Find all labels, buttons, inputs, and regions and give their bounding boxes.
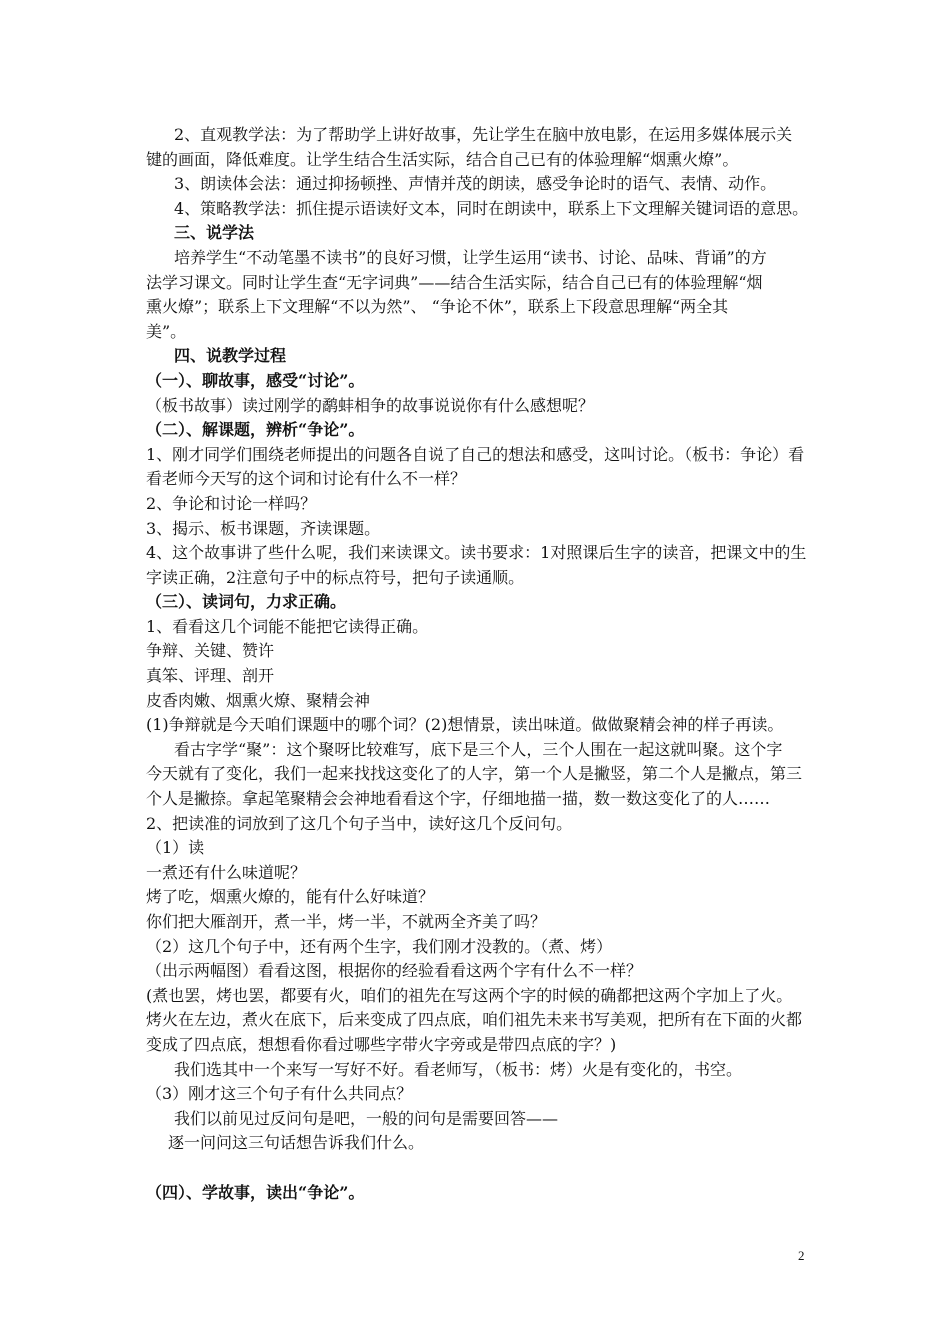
word-list-line: 皮香肉嫩、烟熏火燎、聚精会神 xyxy=(146,690,371,710)
text-line: 变成了四点底，想想看你看过哪些字带火字旁或是带四点底的字？) xyxy=(146,1034,617,1054)
example-sentence: 一煮还有什么味道呢？ xyxy=(146,862,307,882)
text-line: （1）读 xyxy=(146,838,205,858)
section-heading: 四、说教学过程 xyxy=(174,346,287,366)
subsection-heading: （三）、读词句，力求正确。 xyxy=(146,592,347,612)
text-line: 看老师今天写的这个词和讨论有什么不一样？ xyxy=(146,469,467,489)
text-line: 我们以前见过反问句是吧，一般的问句是需要回答—— xyxy=(174,1108,559,1128)
text-line: 2、争论和讨论一样吗？ xyxy=(146,493,317,513)
text-line: 4、这个故事讲了些什么呢，我们来读课文。读书要求：1对照课后生字的读音，把课文中的生 xyxy=(146,543,807,563)
text-line: (1)争辩就是今天咱们课题中的哪个词？(2)想情景，读出味道。做做聚精会神的样子再读。 xyxy=(146,715,784,735)
text-line: （出示两幅图）看看这图，根据你的经验看看这两个字有什么不一样？ xyxy=(146,961,643,981)
document-body xyxy=(146,123,816,1205)
blank-line xyxy=(146,1156,816,1181)
text-line: 1、刚才同学们围绕老师提出的问题各自说了自己的想法和感受，这叫讨论。（板书：争论）看 xyxy=(146,444,805,464)
page-number: 2 xyxy=(798,1248,805,1263)
subsection-heading: （四）、学故事，读出“争论”。 xyxy=(146,1182,365,1202)
text-line: 烤火在左边，煮火在底下，后来变成了四点底，咱们祖先未来书写美观，把所有在下面的火都 xyxy=(146,1010,803,1030)
text-line: 看古字学“聚”：这个聚呀比较难写，底下是三个人，三个人围在一起这就叫聚。这个字 xyxy=(174,739,783,759)
text-line: 熏火燎”；联系上下文理解“不以为然”、 “争论不休”，联系上下段意思理解“两全其 xyxy=(146,297,729,317)
text-line: 美”。 xyxy=(146,321,187,341)
text-line: 个人是撇捺。拿起笔聚精会会神地看看这个字，仔细地描一描，数一数这变化了的人…… xyxy=(146,789,771,809)
text-line: 4、策略教学法：抓住提示语读好文本，同时在朗读中，联系上下文理解关键词语的意思。 xyxy=(174,198,809,218)
text-line: 字读正确，2注意句子中的标点符号，把句子读通顺。 xyxy=(146,567,525,587)
text-line: 法学习课文。同时让学生查“无字词典”——结合生活实际，结合自己已有的体验理解“烟 xyxy=(146,272,763,292)
text-line: 3、揭示、板书课题，齐读课题。 xyxy=(146,518,381,538)
text-line: 3、朗读体会法：通过抑扬顿挫、声情并茂的朗读，感受争论时的语气、表情、动作。 xyxy=(174,174,777,194)
text-line: 2、直观教学法：为了帮助学上讲好故事，先让学生在脑中放电影，在运用多媒体展示关 xyxy=(174,125,793,144)
text-line: （2）这几个句子中，还有两个生字，我们刚才没教的。（煮、烤） xyxy=(146,936,613,956)
text-line: 键的画面，降低难度。让学生结合生活实际，结合自己已有的体验理解“烟熏火燎”。 xyxy=(146,149,739,169)
text-line: 培养学生“不动笔墨不读书”的良好习惯，让学生运用“读书、讨论、品味、背诵”的方 xyxy=(174,247,767,267)
subsection-heading: （二）、解课题，辨析“争论”。 xyxy=(146,420,365,440)
text-line: (煮也罢，烤也罢，都要有火，咱们的祖先在写这两个字的时候的确都把这两个字加上了火。 xyxy=(146,985,793,1005)
text-line: 今天就有了变化，我们一起来找找这变化了的人字，第一个人是撇竖，第二个人是撇点，第三 xyxy=(146,764,803,784)
example-sentence: 你们把大雁剖开，煮一半，烤一半，不就两全齐美了吗？ xyxy=(146,912,547,931)
text-line: 我们选其中一个来写一写好不好。看老师写，（板书：烤）火是有变化的，书空。 xyxy=(174,1059,743,1079)
text-line: （3）刚才这三个句子有什么共同点？ xyxy=(146,1084,413,1104)
word-list-line: 真笨、评理、剖开 xyxy=(146,666,275,686)
word-list-line: 争辩、关键、赞许 xyxy=(146,641,275,661)
text-line: 2、把读准的词放到了这几个句子当中，读好这几个反问句。 xyxy=(146,813,573,833)
text-line: （板书故事）读过刚学的鹬蚌相争的故事说说你有什么感想呢？ xyxy=(146,395,595,415)
section-heading: 三、说学法 xyxy=(174,223,255,243)
text-line: 逐一问问这三句话想告诉我们什么。 xyxy=(168,1133,425,1153)
example-sentence: 烤了吃，烟熏火燎的，能有什么好味道？ xyxy=(146,887,435,907)
subsection-heading: （一）、聊故事，感受“讨论”。 xyxy=(146,370,365,390)
text-line: 1、看看这几个词能不能把它读得正确。 xyxy=(146,616,429,636)
